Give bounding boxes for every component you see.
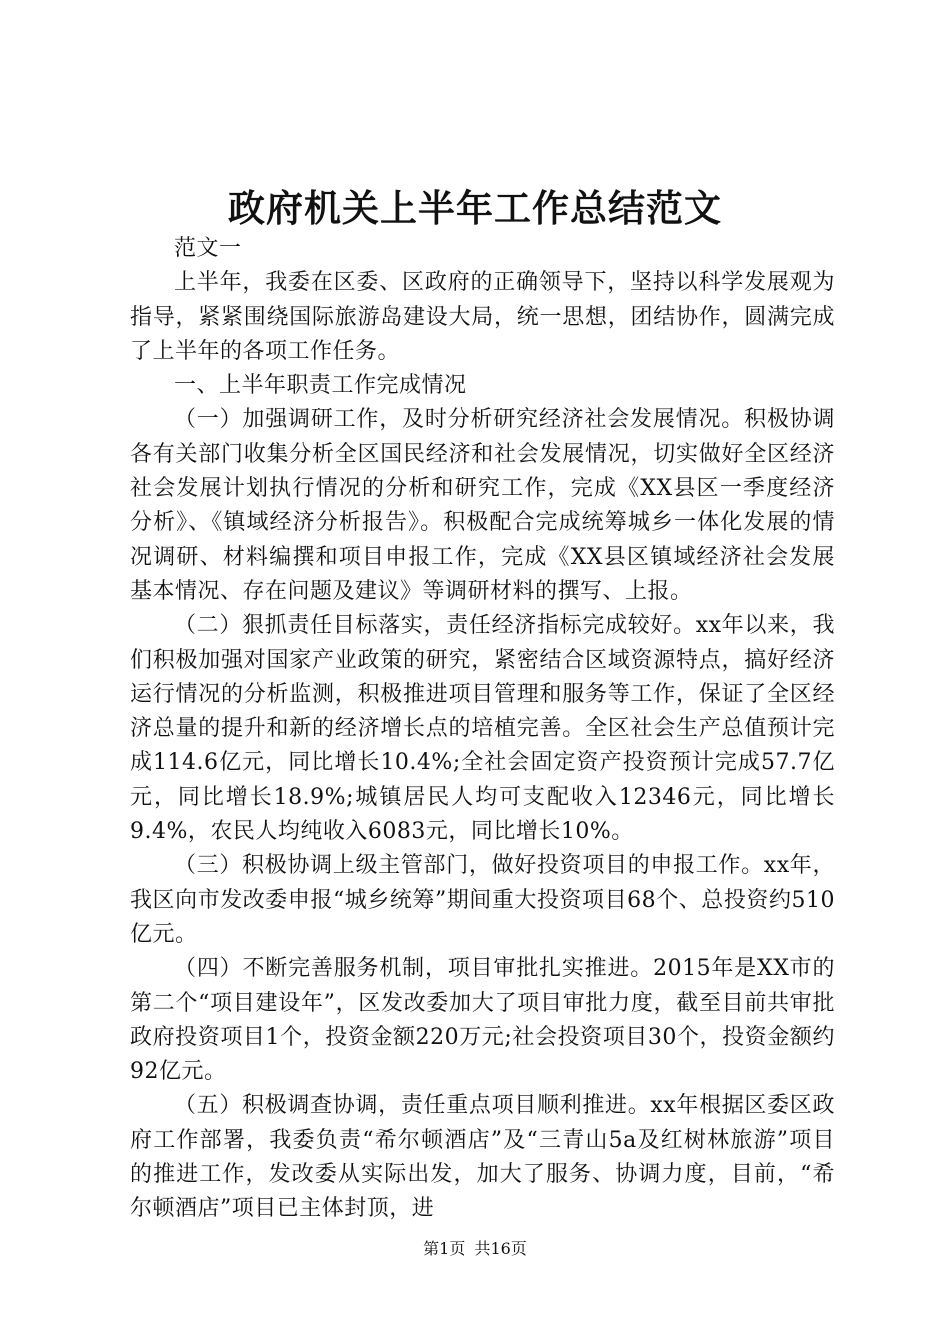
- paragraph-item-4: （四）不断完善服务机制，项目审批扎实推进。2015年是XX市的第二个“项目建设年”，区发改委加大了项目审批力度，截至目前共审批政府投资项目1个，投资金额220万元;社会投资项目30个，投资金额约92亿元。: [130, 956, 835, 1085]
- paragraph-item-2: （二）狠抓责任目标落实，责任经济指标完成较好。xx年以来，我们积极加强对国家产业政策的研究，紧密结合区域资源特点，搞好经济运行情况的分析监测，积极推进项目管理和服务等工作，保证了全区经济总量的提升和新的经济增长点的培植完善。全区社会生产总值预计完成114.6亿元，同比增长10.4%;全社会固定资产投资预计完成57.7亿元，同比增长18.9%;城镇居民人均可支配收入12346元，同比增长9.4%，农民人均纯收入6083元，同比增长10%。: [130, 613, 835, 845]
- paragraph-item-5: （五）积极调查协调，责任重点项目顺利推进。xx年根据区委区政府工作部署，我委负责“希尔顿酒店”及“三青山5a及红树林旅游”项目的推进工作，发改委从实际出发，加大了服务、协调力度，目前，“希尔顿酒店”项目已主体封顶，进: [130, 1093, 835, 1222]
- document-body: [130, 232, 835, 1227]
- paragraph-item-1: （一）加强调研工作，及时分析研究经济社会发展情况。积极协调各有关部门收集分析全区国民经济和社会发展情况，切实做好全区经济社会发展计划执行情况的分析和研究工作，完成《XX县区一季度经济分析》、《镇域经济分析报告》。积极配合完成统筹城乡一体化发展的情况调研、材料编撰和项目申报工作，完成《XX县区镇域经济社会发展基本情况、存在问题及建议》等调研材料的撰写、上报。: [130, 407, 835, 604]
- paragraph-sample-label: 范文一: [174, 236, 242, 261]
- section-heading: 一、上半年职责工作完成情况: [174, 373, 467, 399]
- page-number: 第1页: [423, 1239, 466, 1258]
- paragraph-item-3: （三）积极协调上级主管部门，做好投资项目的申报工作。xx年，我区向市发改委申报“城乡统筹”期间重大投资项目68个、总投资约510亿元。: [130, 853, 835, 947]
- page-title: 政府机关上半年工作总结范文: [228, 186, 722, 230]
- paragraph-intro: 上半年，我委在区委、区政府的正确领导下，坚持以科学发展观为指导，紧紧围绕国际旅游岛建设大局，统一思想，团结协作，圆满完成了上半年的各项工作任务。: [130, 270, 835, 364]
- page-footer: [0, 1238, 950, 1260]
- page-total: 共16页: [474, 1239, 527, 1258]
